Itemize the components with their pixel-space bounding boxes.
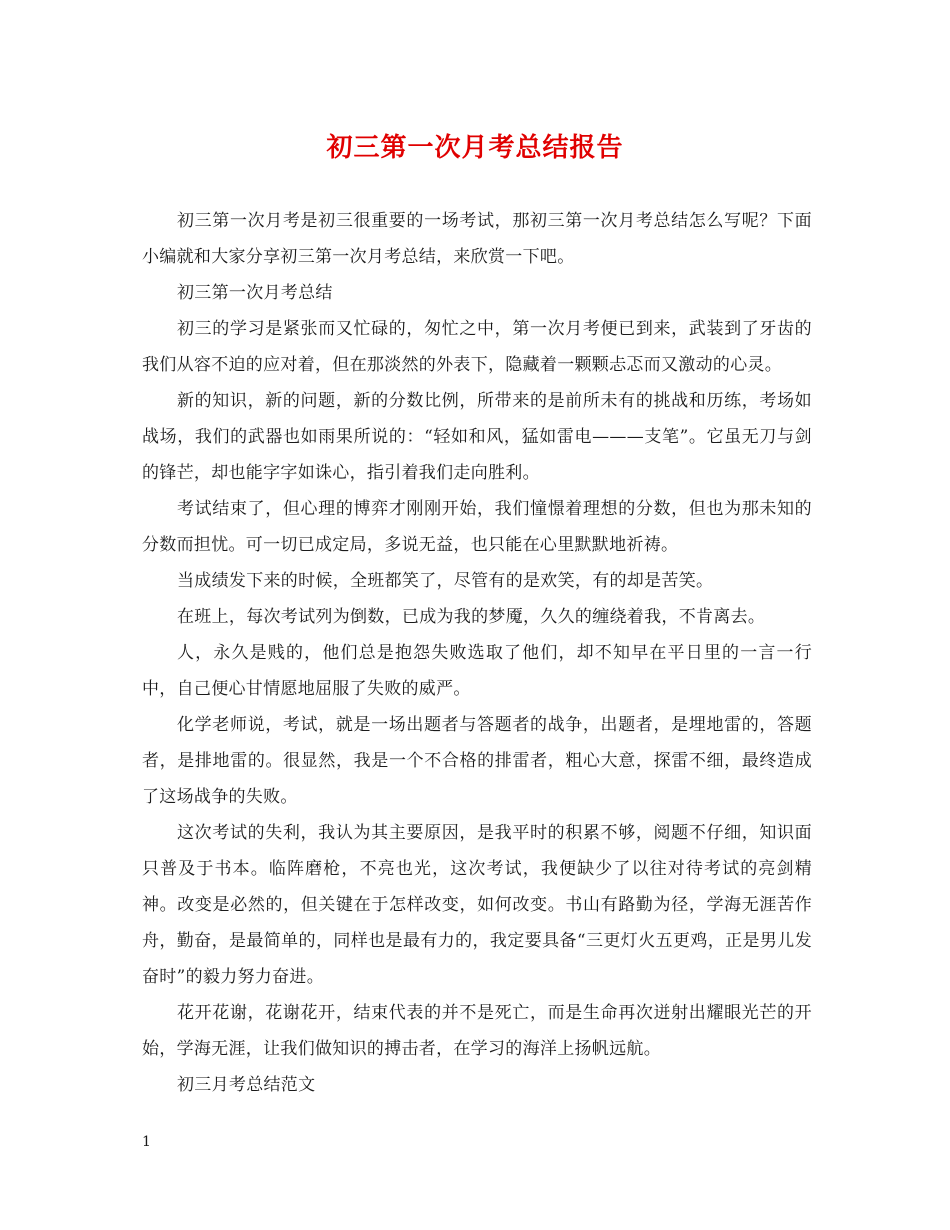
document-body (142, 203, 812, 1103)
paragraph: 当成绩发下来的时候，全班都笑了，尽管有的是欢笑，有的却是苦笑。 (177, 571, 714, 591)
paragraph: 在班上，每次考试列为倒数，已成为我的梦魇，久久的缠绕着我，不肯离去。 (177, 607, 766, 627)
paragraph: 考试结束了，但心理的博弈才刚刚开始，我们憧憬着理想的分数，但也为那未知的分数而担忧。可一切已成定局，多说无益，也只能在心里默默地祈祷。 (142, 499, 812, 555)
paragraph: 化学老师说，考试，就是一场出题者与答题者的战争，出题者，是埋地雷的，答题者，是排地雷的。很显然，我是一个不合格的排雷者，粗心大意，探雷不细，最终造成了这场战争的失败。 (142, 715, 812, 807)
paragraph: 这次考试的失利，我认为其主要原因，是我平时的积累不够，阅题不仔细，知识面只普及于书本。临阵磨枪，不亮也光，这次考试，我便缺少了以往对待考试的亮剑精神。改变是必然的，但关键在于怎样改变，如何改变。书山有路勤为径，学海无涯苦作舟，勤奋，是最简单的，同样也是最有力的，我定要具备“三更灯火五更鸡，正是男儿发奋时”的毅力努力奋进。 (142, 823, 812, 987)
paragraph: 花开花谢，花谢花开，结束代表的并不是死亡，而是生命再次迸射出耀眼光芒的开始，学海无涯，让我们做知识的搏击者，在学习的海洋上扬帆远航。 (142, 1003, 812, 1059)
section-heading: 初三月考总结范文 (177, 1075, 316, 1095)
paragraph: 新的知识，新的问题，新的分数比例，所带来的是前所未有的挑战和历练，考场如战场，我们的武器也如雨果所说的：“轻如和风，猛如雷电———支笔”。它虽无刀与剑的锋芒，却也能字字如诛心，指引着我们走向胜利。 (142, 391, 812, 483)
paragraph: 初三的学习是紧张而又忙碌的，匆忙之中，第一次月考便已到来，武装到了牙齿的我们从容不迫的应对着，但在那淡然的外表下，隐藏着一颗颗忐忑而又激动的心灵。 (142, 319, 812, 375)
document-title: 初三第一次月考总结报告 (326, 133, 624, 163)
section-heading: 初三第一次月考总结 (177, 283, 333, 303)
paragraph: 初三第一次月考是初三很重要的一场考试，那初三第一次月考总结怎么写呢？下面小编就和大家分享初三第一次月考总结，来欣赏一下吧。 (142, 211, 812, 267)
paragraph: 人，永久是贱的，他们总是抱怨失败选取了他们，却不知早在平日里的一言一行中，自己便心甘情愿地屈服了失败的威严。 (142, 643, 812, 699)
page-number: 1 (142, 1134, 151, 1150)
